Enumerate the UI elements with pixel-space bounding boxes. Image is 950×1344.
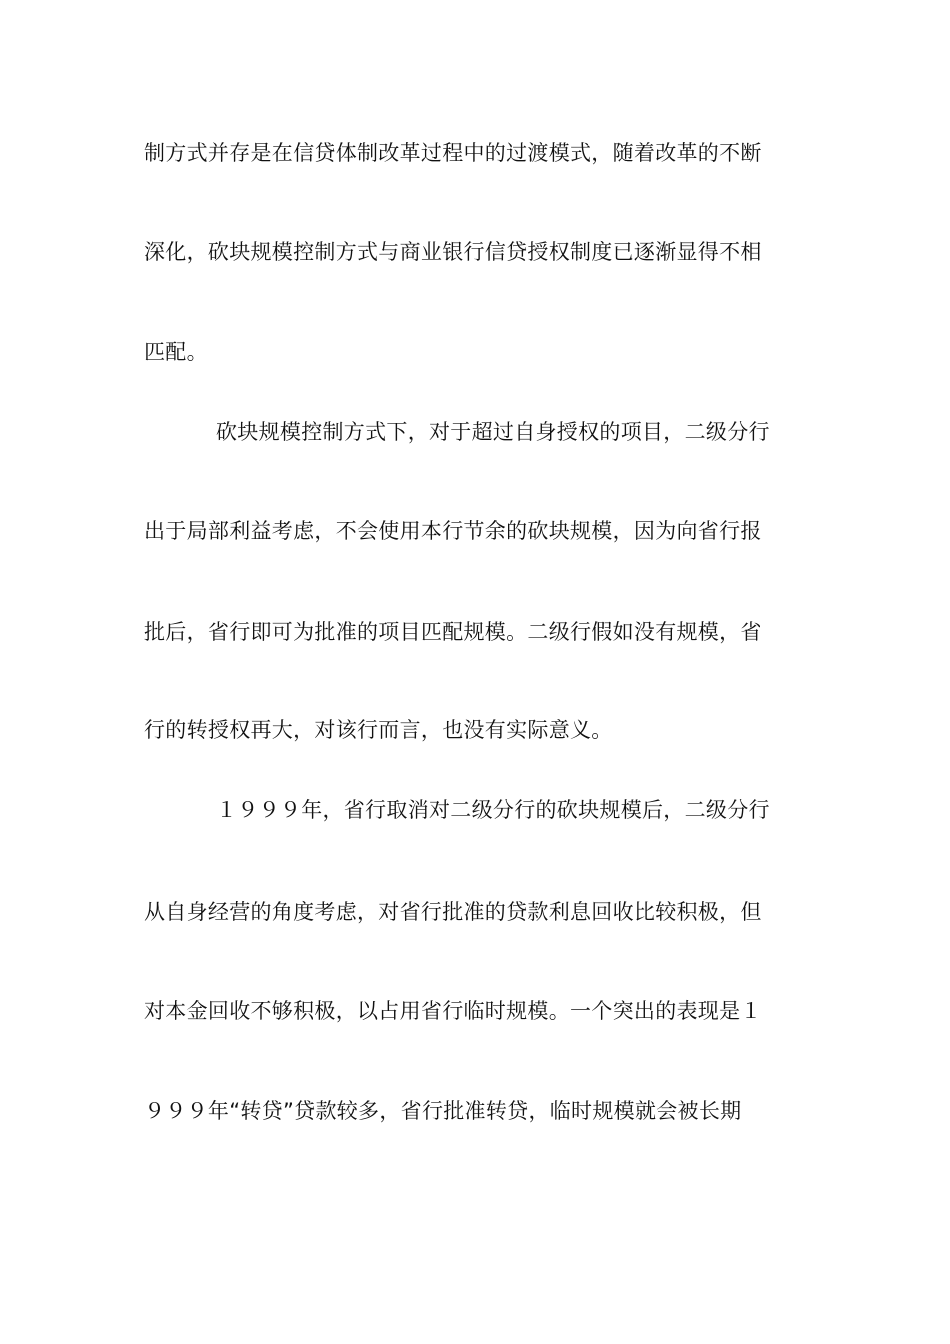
text-line: 行的转授权再大，对该行而言，也没有实际意义。: [144, 718, 613, 742]
text-line: 对本金回收不够积极，以占用省行临时规模。一个突出的表现是１: [144, 999, 762, 1023]
text-line: 从自身经营的角度考虑，对省行批准的贷款利息回收比较积极，但: [144, 900, 762, 924]
paragraph-first-line: １９９９年，省行取消对二级分行的砍块规模后，二级分行: [216, 798, 770, 822]
text-line: 匹配。: [144, 340, 208, 364]
text-line: 出于局部利益考虑，不会使用本行节余的砍块规模，因为向省行报: [144, 519, 762, 543]
paragraph-first-line: 砍块规模控制方式下，对于超过自身授权的项目，二级分行: [216, 420, 770, 444]
text-line: ９９９年“转贷”贷款较多，省行批准转贷，临时规模就会被长期: [144, 1099, 742, 1123]
text-line: 批后，省行即可为批准的项目匹配规模。二级行假如没有规模，省: [144, 620, 762, 644]
text-line: 制方式并存是在信贷体制改革过程中的过渡模式，随着改革的不断: [144, 141, 762, 165]
text-line: 深化，砍块规模控制方式与商业银行信贷授权制度已逐渐显得不相: [144, 240, 762, 264]
